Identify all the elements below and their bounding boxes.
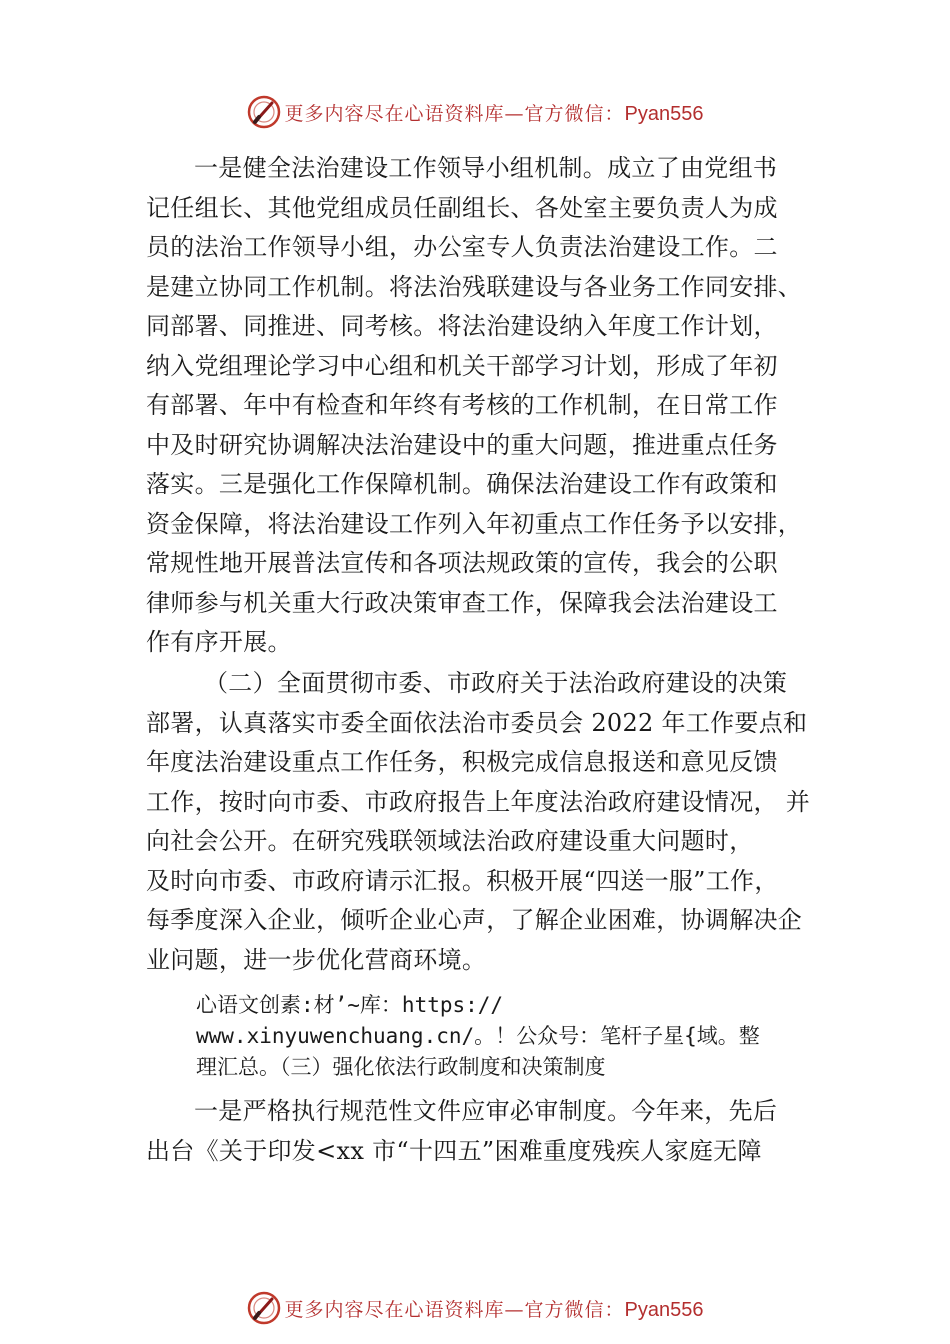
text-line: 同部署、同推进、同考核。将法治建设纳入年度工作计划， bbox=[146, 312, 778, 340]
text-line: 员的法治工作领导小组，办公室专人负责法治建设工作。二 bbox=[146, 233, 778, 261]
text-line: 出台《关于印发<xx 市“十四五”困难重度残疾人家庭无障 bbox=[146, 1136, 762, 1165]
text-line: 有部署、年中有检查和年终有考核的工作机制，在日常工作 bbox=[146, 391, 778, 419]
header-banner bbox=[0, 92, 950, 132]
paragraph-2 bbox=[146, 664, 810, 980]
text-line: 业问题，进一步优化营商环境。 bbox=[146, 945, 487, 974]
watermark-line: 理汇总。（三）强化依法行政制度和决策制度 bbox=[196, 1055, 606, 1079]
footer-banner bbox=[0, 1288, 950, 1328]
brush-logo-icon bbox=[247, 1291, 281, 1325]
text-line: 一是健全法治建设工作领导小组机制。成立了由党组书 bbox=[194, 154, 778, 182]
paragraph-1 bbox=[146, 149, 802, 663]
text-line: 每季度深入企业，倾听企业心声，了解企业困难，协调解决企 bbox=[146, 906, 803, 934]
watermark-block bbox=[196, 990, 760, 1083]
text-line: 是建立协同工作机制。将法治残联建设与各业务工作同安排、 bbox=[146, 272, 803, 301]
banner-text-cn: 更多内容尽在心语资料库—官方微信： bbox=[284, 1298, 625, 1321]
watermark-line: 心语文创素:材’~库：https:// bbox=[196, 993, 504, 1017]
text-line: 工作，按时向市委、市政府报告上年度法治政府建设情况， 并 bbox=[146, 787, 811, 816]
banner-text bbox=[285, 99, 704, 126]
text-line: 作有序开展。 bbox=[146, 628, 292, 656]
banner-wechat-id: Pyan556 bbox=[624, 102, 704, 125]
text-line: 律师参与机关重大行政决策审查工作，保障我会法治建设工 bbox=[146, 588, 778, 617]
banner-wechat-id: Pyan556 bbox=[624, 1298, 704, 1321]
brush-logo-icon bbox=[247, 95, 281, 129]
paragraph-3 bbox=[146, 1092, 777, 1171]
watermark-line: www.xinyuwenchuang.cn/。！公众号：笔杆子星{域。整 bbox=[196, 1024, 760, 1048]
text-line: 中及时研究协调解决法治建设中的重大问题，推进重点任务 bbox=[146, 430, 778, 459]
text-line: 纳入党组理论学习中心组和机关干部学习计划，形成了年初 bbox=[146, 351, 778, 380]
text-line: 记任组长、其他党组成员任副组长、各处室主要负责人为成 bbox=[146, 193, 778, 222]
text-line: 落实。三是强化工作保障机制。确保法治建设工作有政策和 bbox=[146, 470, 778, 498]
text-line: 及时向市委、市政府请示汇报。积极开展“四送一服”工作， bbox=[146, 866, 779, 895]
text-line: 常规性地开展普法宣传和各项法规政策的宣传，我会的公职 bbox=[146, 549, 778, 577]
banner-text bbox=[285, 1295, 704, 1322]
text-line: （二）全面贯彻市委、市政府关于法治政府建设的决策 bbox=[204, 669, 788, 697]
text-line: 向社会公开。在研究残联领域法治政府建设重大问题时， bbox=[146, 827, 754, 855]
text-line: 部署，认真落实市委全面依法治市委员会 2022 年工作要点和 bbox=[146, 708, 808, 737]
banner-text-cn: 更多内容尽在心语资料库—官方微信： bbox=[284, 102, 625, 125]
text-line: 一是严格执行规范性文件应审必审制度。今年来，先后 bbox=[194, 1097, 778, 1125]
text-line: 年度法治建设重点工作任务，积极完成信息报送和意见反馈 bbox=[146, 748, 778, 776]
text-line: 资金保障，将法治建设工作列入年初重点工作任务予以安排， bbox=[146, 509, 803, 538]
